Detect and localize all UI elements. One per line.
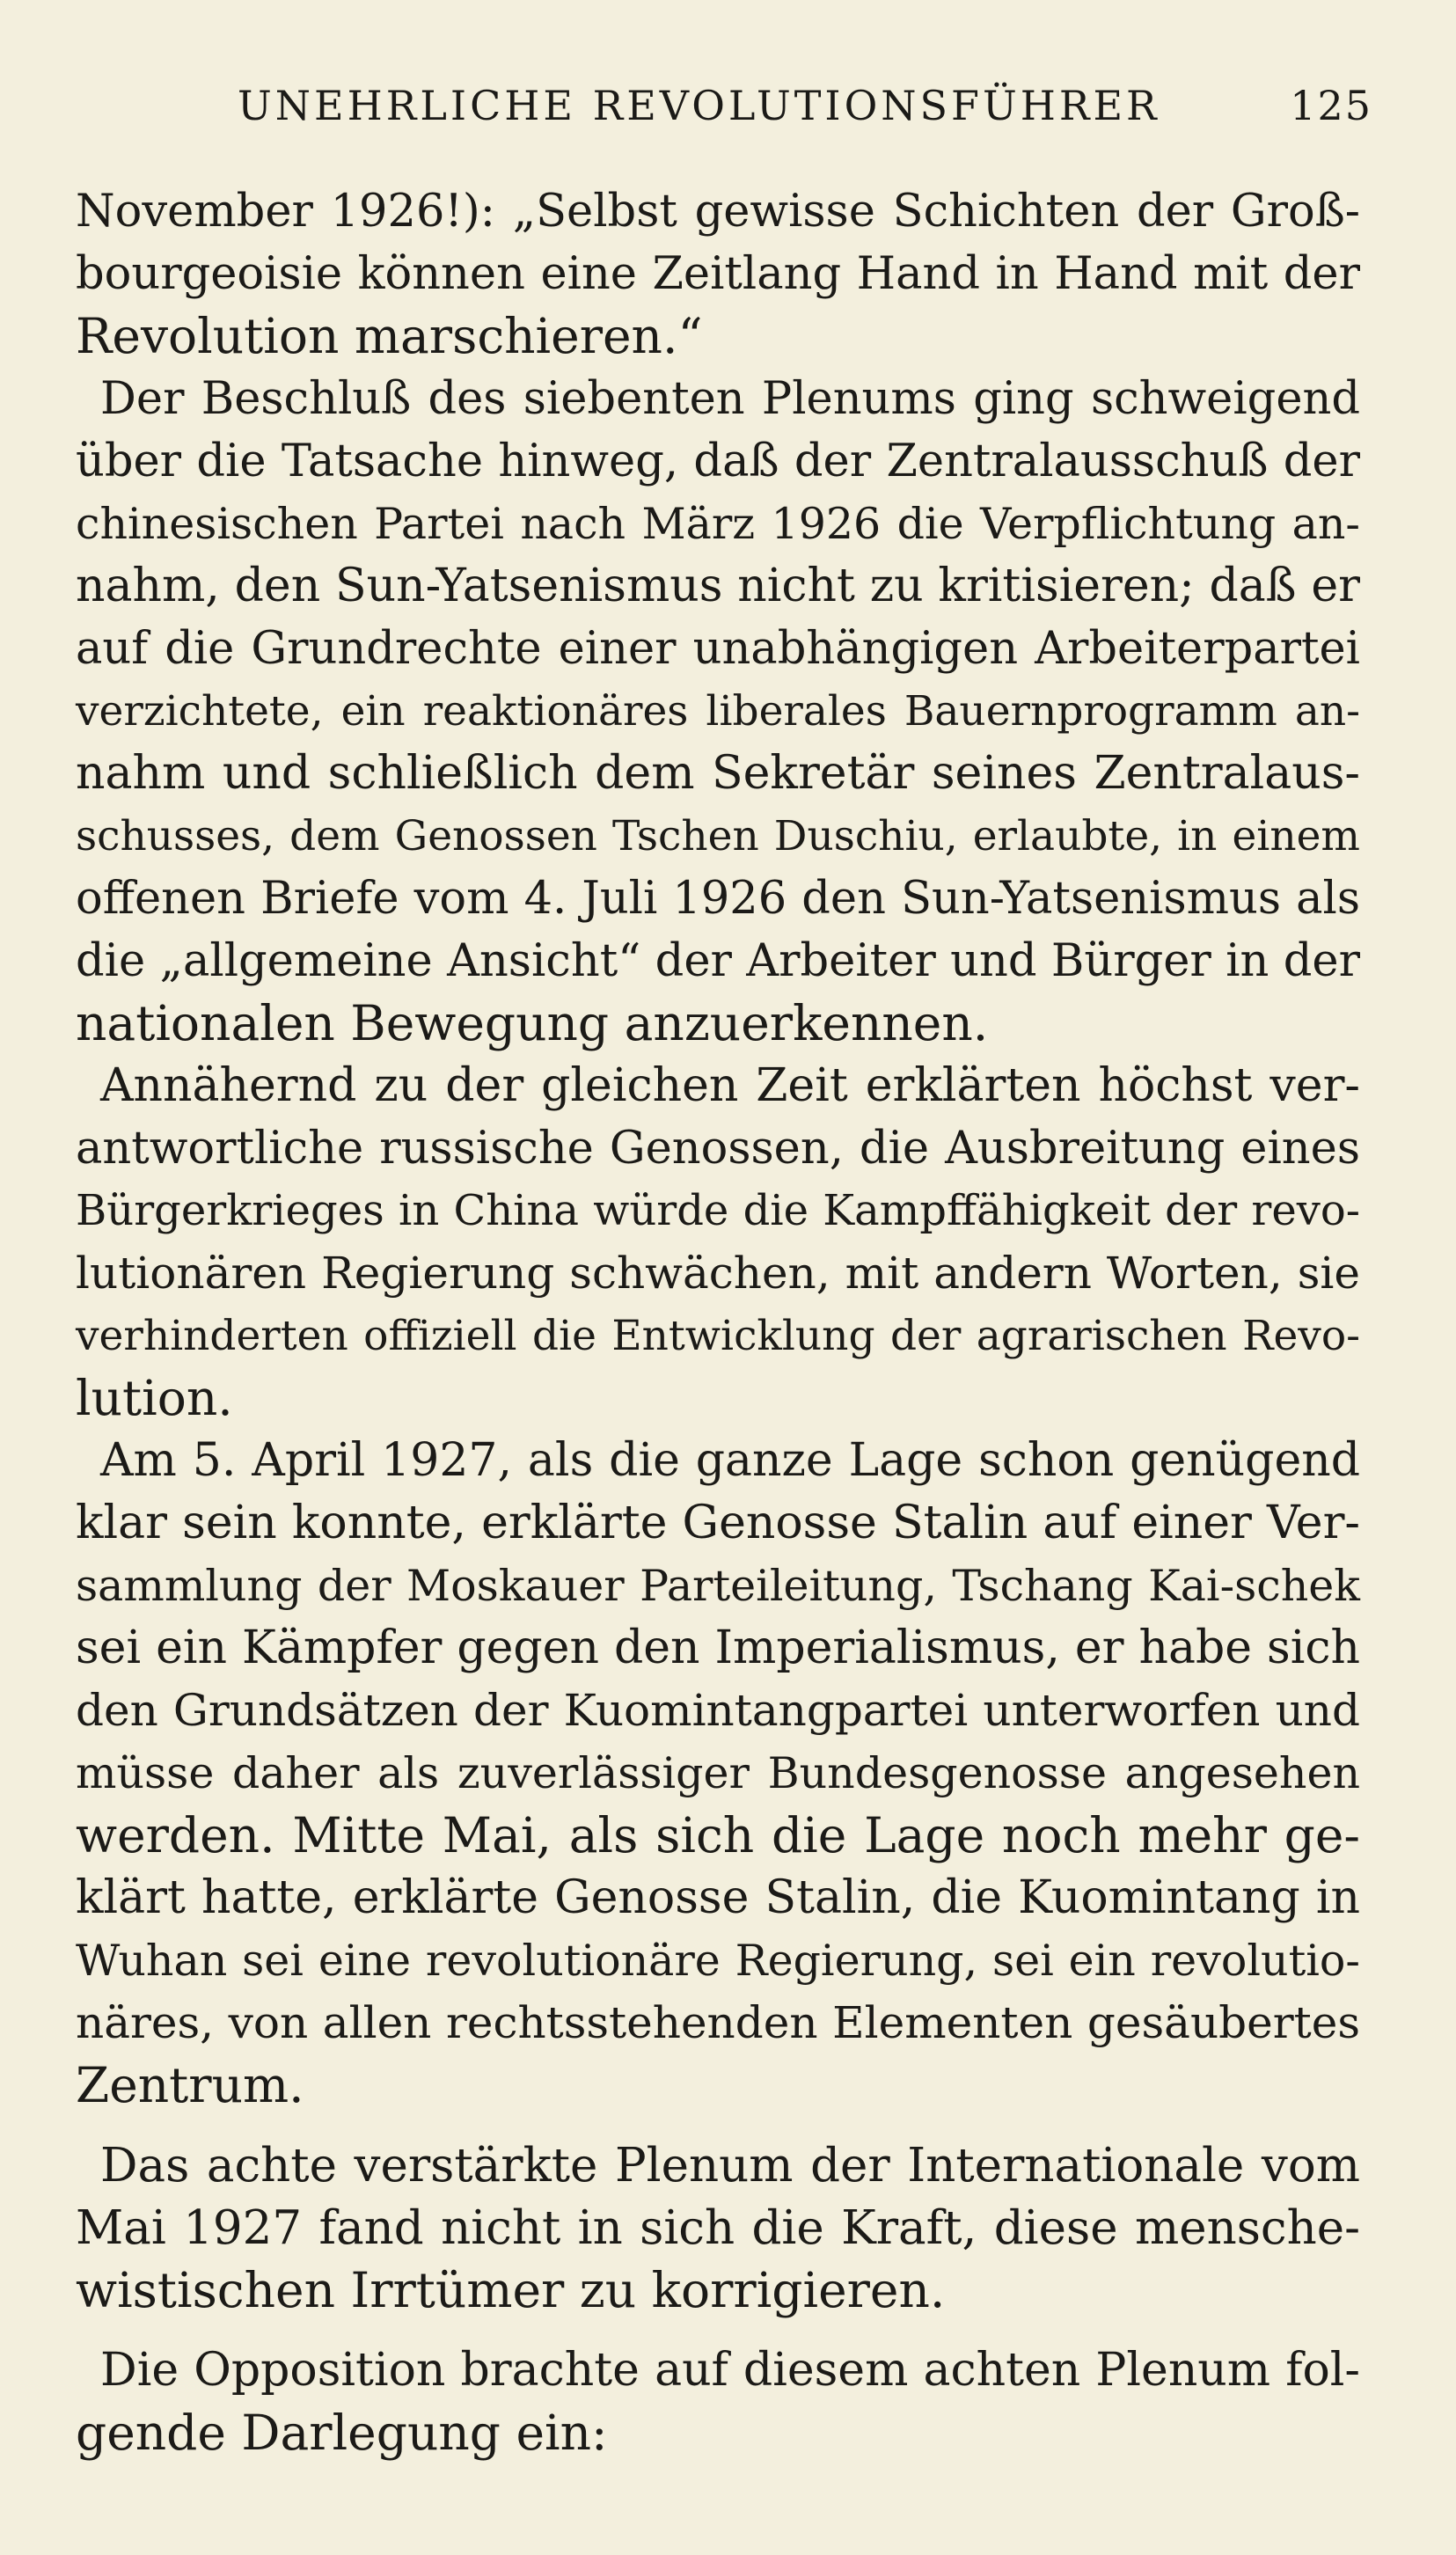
- text-line: über die Tatsache hinweg, daß der Zentralausschuß der: [76, 436, 1360, 487]
- text-line: nationalen Bewegung anzuerkennen.: [76, 995, 989, 1051]
- text-line: die „allgemeine Ansicht“ der Arbeiter und Bürger in der: [76, 935, 1360, 987]
- text-line: werden. Mitte Mai, als sich die Lage noch mehr ge-: [76, 1807, 1360, 1863]
- text-line: Das achte verstärkte Plenum der Internationale vom: [100, 2139, 1360, 2193]
- text-line: auf die Grundrechte einer unabhängigen Arbeiterpartei: [76, 623, 1360, 675]
- text-line: bourgeoisie können eine Zeitlang Hand in Hand mit der: [76, 248, 1360, 300]
- text-line: Bürgerkrieges in China würde die Kampffähigkeit der revo-: [76, 1186, 1360, 1235]
- text-line: Revolution marschieren.“: [76, 308, 703, 364]
- text-line: Mai 1927 fand nicht in sich die Kraft, diese mensche-: [76, 2201, 1360, 2255]
- text-line: klar sein konnte, erklärte Genosse Stalin auf einer Ver-: [76, 1497, 1360, 1549]
- text-line: den Grundsätzen der Kuomintangpartei unterworfen und: [76, 1685, 1360, 1736]
- text-line: schusses, dem Genossen Tschen Duschiu, erlaubte, in einem: [76, 812, 1360, 860]
- text-line: gende Darlegung ein:: [76, 2405, 608, 2461]
- text-line: lution.: [76, 1370, 233, 1426]
- text-line: verzichtete, ein reaktionäres liberales Bauernprogramm an-: [76, 687, 1360, 736]
- text-line: verhinderten offiziell die Entwicklung der agrarischen Revo-: [76, 1312, 1360, 1360]
- text-line: Am 5. April 1927, als die ganze Lage schon genügend: [100, 1434, 1360, 1487]
- text-line: antwortliche russische Genossen, die Ausbreitung eines: [76, 1123, 1360, 1175]
- page-header: [238, 79, 1372, 132]
- text-line: wistischen Irrtümer zu korrigieren.: [76, 2262, 946, 2318]
- text-line: Zentrum.: [76, 2057, 304, 2113]
- text-line: klärt hatte, erklärte Genosse Stalin, die Kuomintang in: [76, 1871, 1360, 1924]
- text-line: nahm, den Sun-Yatsenismus nicht zu kritisieren; daß er: [76, 560, 1360, 612]
- body-text: [76, 180, 1360, 2464]
- text-line: Annähernd zu der gleichen Zeit erklärten höchst ver-: [100, 1059, 1360, 1112]
- text-line: November 1926!): „Selbst gewisse Schichten der Groß-: [76, 186, 1360, 238]
- page-number: 125: [1290, 82, 1372, 129]
- running-title: UNEHRLICHE REVOLUTIONSFÜHRER: [238, 82, 1160, 129]
- text-line: Wuhan sei eine revolutionäre Regierung, sei ein revolutio-: [76, 1936, 1360, 1986]
- text-line: Die Opposition brachte auf diesem achten Plenum fol-: [100, 2344, 1360, 2397]
- text-line: chinesischen Partei nach März 1926 die Verpflichtung an-: [76, 499, 1360, 549]
- text-line: lutionären Regierung schwächen, mit andern Worten, sie: [76, 1248, 1360, 1299]
- text-line: Der Beschluß des siebenten Plenums ging schweigend: [100, 373, 1360, 425]
- text-line: sammlung der Moskauer Parteileitung, Tschang Kai-schek: [76, 1561, 1360, 1611]
- text-line: offenen Briefe vom 4. Juli 1926 den Sun-Yatsenismus als: [76, 873, 1360, 925]
- text-line: müsse daher als zuverlässiger Bundesgenosse angesehen: [76, 1748, 1360, 1798]
- text-line: sei ein Kämpfer gegen den Imperialismus, er habe sich: [76, 1622, 1360, 1674]
- text-line: näres, von allen rechtsstehenden Elementen gesäubertes: [76, 1997, 1360, 2048]
- text-line: nahm und schließlich dem Sekretär seines Zentralaus-: [76, 747, 1360, 800]
